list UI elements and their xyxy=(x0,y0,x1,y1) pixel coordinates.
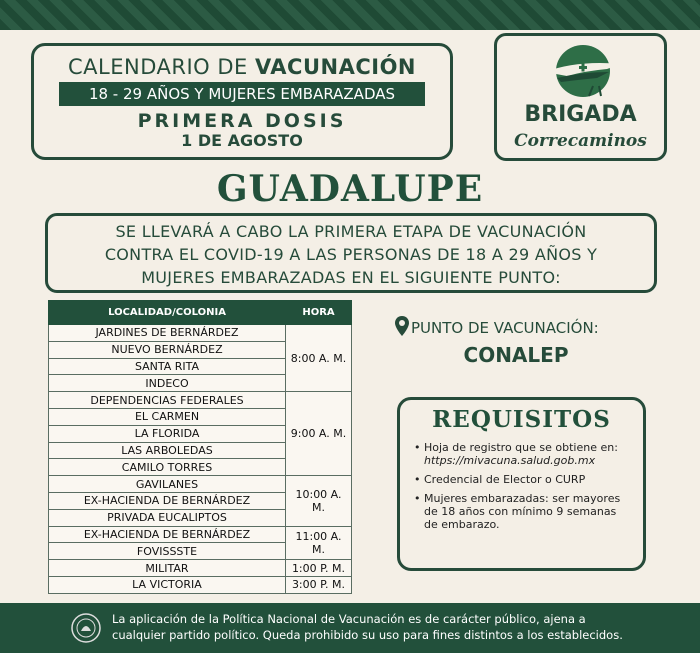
national-seal-icon xyxy=(71,613,101,643)
footer-text xyxy=(112,611,672,643)
time-cell: 3:00 P. M. xyxy=(286,576,352,593)
locality-cell: NUEVO BERNÁRDEZ xyxy=(49,341,286,358)
locality-cell: LA VICTORIA xyxy=(49,576,286,593)
time-cell: 8:00 A. M. xyxy=(286,325,352,392)
locality-cell: EX-HACIENDA DE BERNÁRDEZ xyxy=(49,526,286,543)
locality-cell: MILITAR xyxy=(49,560,286,577)
dose-label: PRIMERA DOSIS xyxy=(137,110,347,132)
location-pin-icon xyxy=(395,316,409,336)
locality-cell: INDECO xyxy=(49,375,286,392)
age-group-banner: 18 - 29 AÑOS Y MUJERES EMBARAZADAS xyxy=(59,82,425,106)
info-box xyxy=(45,213,657,293)
locality-cell: FOVISSSTE xyxy=(49,543,286,560)
locality-cell: LA FLORIDA xyxy=(49,425,286,442)
info-line-3: MUJERES EMBARAZADAS EN EL SIGUIENTE PUNTO: xyxy=(141,268,561,287)
city-title: GUADALUPE xyxy=(216,168,484,210)
footer-line-1: La aplicación de la Política Nacional de Vacunación es de carácter público, ajena a xyxy=(112,612,586,626)
table-row xyxy=(49,526,352,543)
table-row xyxy=(49,325,352,342)
locality-cell: DEPENDENCIAS FEDERALES xyxy=(49,392,286,409)
requirements-title: REQUISITOS xyxy=(432,406,611,433)
brigada-logo-box xyxy=(494,33,667,161)
requirements-list xyxy=(400,441,643,531)
footer-line-2: cualquier partido político. Queda prohibido su uso para fines distintos a los establecidos. xyxy=(112,628,623,642)
table-row xyxy=(49,392,352,409)
vaccination-point xyxy=(395,316,635,367)
time-cell: 9:00 A. M. xyxy=(286,392,352,476)
locality-cell: EX-HACIENDA DE BERNÁRDEZ xyxy=(49,492,286,509)
roadrunner-logo-icon xyxy=(537,42,627,100)
list-item xyxy=(414,441,631,467)
table-row xyxy=(49,576,352,593)
list-item xyxy=(414,492,631,531)
title-normal: CALENDARIO DE xyxy=(67,55,255,79)
table-row xyxy=(49,476,352,493)
time-cell: 1:00 P. M. xyxy=(286,560,352,577)
locality-cell: JARDINES DE BERNÁRDEZ xyxy=(49,325,286,342)
requirement-pregnant: Mujeres embarazadas: ser mayores de 18 años con mínimo 9 semanas de embarazo. xyxy=(424,492,621,531)
bullet: • xyxy=(414,441,421,454)
locality-cell: PRIVADA EUCALIPTOS xyxy=(49,509,286,526)
vaccination-point-name: CONALEP xyxy=(463,343,569,367)
calendar-title xyxy=(34,55,450,79)
locality-cell: GAVILANES xyxy=(49,476,286,493)
footer-banner xyxy=(0,603,700,653)
title-bold: VACUNACIÓN xyxy=(254,55,416,79)
table-row xyxy=(49,560,352,577)
time-header: HORA xyxy=(286,301,352,325)
bullet: • xyxy=(414,473,421,486)
vaccination-point-label: PUNTO DE VACUNACIÓN: xyxy=(411,319,599,337)
time-cell: 11:00 A. M. xyxy=(286,526,352,560)
brigada-name: BRIGADA xyxy=(524,102,637,127)
locality-cell: SANTA RITA xyxy=(49,358,286,375)
info-line-1: SE LLEVARÁ A CABO LA PRIMERA ETAPA DE VACUNACIÓN xyxy=(115,222,587,241)
top-decorative-band xyxy=(0,0,700,30)
vaccination-point-label-row xyxy=(395,316,635,337)
locality-header: LOCALIDAD/COLONIA xyxy=(49,301,286,325)
locality-cell: LAS ARBOLEDAS xyxy=(49,442,286,459)
list-item xyxy=(414,473,631,486)
table-header-row xyxy=(49,301,352,325)
registration-url[interactable]: https://mivacuna.salud.gob.mx xyxy=(424,454,596,467)
calendar-header xyxy=(31,43,453,160)
schedule-table xyxy=(48,300,352,594)
info-line-2: CONTRA EL COVID-19 A LAS PERSONAS DE 18 A 29 AÑOS Y xyxy=(104,245,598,264)
locality-cell: CAMILO TORRES xyxy=(49,459,286,476)
brigada-subtitle: Correcaminos xyxy=(514,131,647,151)
date-label: 1 DE AGOSTO xyxy=(181,131,303,150)
requirements-box xyxy=(397,397,646,571)
requirement-id: Credencial de Elector o CURP xyxy=(424,473,586,486)
bullet: • xyxy=(414,492,421,505)
locality-cell: EL CARMEN xyxy=(49,408,286,425)
time-cell: 10:00 A. M. xyxy=(286,476,352,526)
requirement-registration: Hoja de registro que se obtiene en: xyxy=(424,441,618,454)
